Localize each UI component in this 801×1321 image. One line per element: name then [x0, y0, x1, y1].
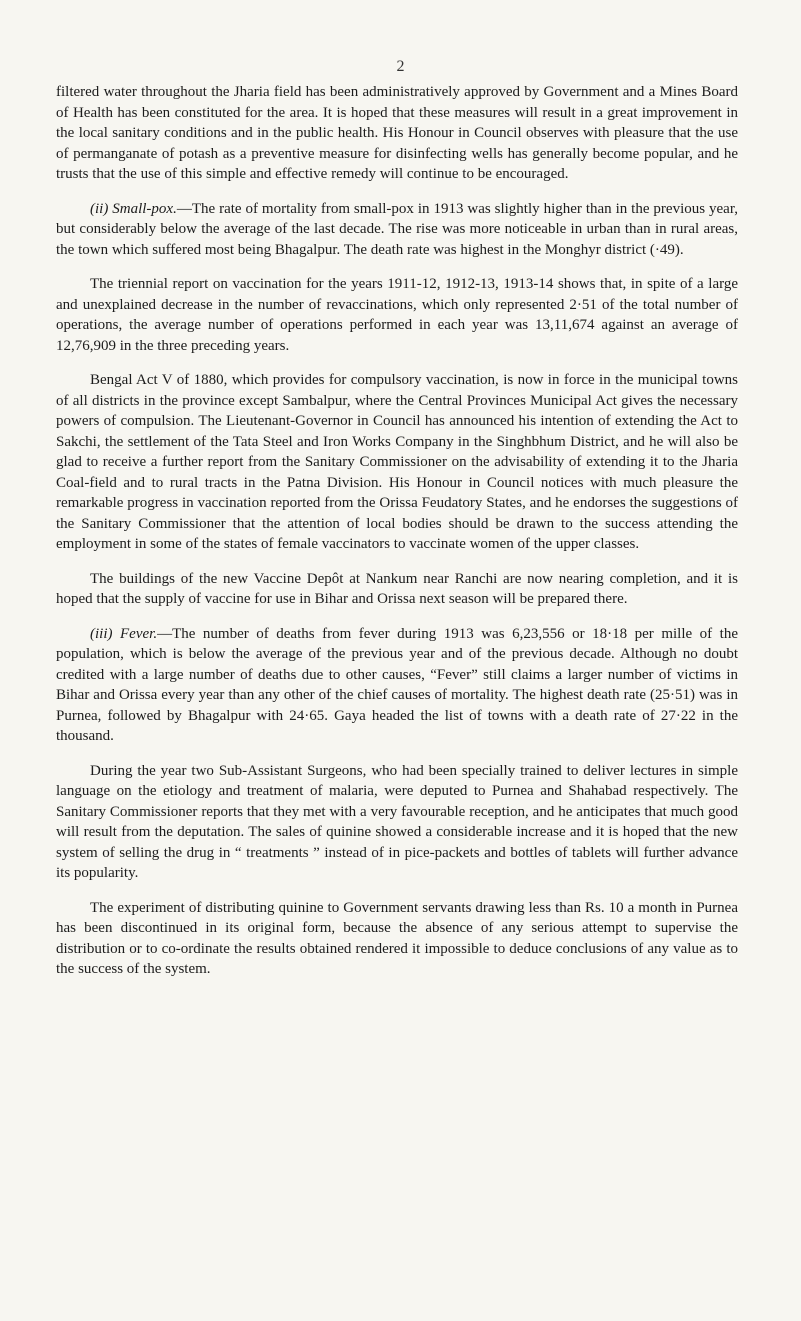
paragraph-small-pox [56, 199, 738, 261]
section-label-fever: (iii) Fever. [90, 625, 158, 642]
document-body [56, 82, 738, 991]
paragraph-quinine-experiment [56, 898, 738, 980]
page-number: 2 [396, 58, 405, 75]
paragraph-filtered-water [56, 82, 738, 185]
paragraph-text: filtered water throughout the Jharia field has been administratively approved by Government and a Mines Board of Health has been constituted for the area. It is hoped that these measures will result in a great improvement in the local sanitary conditions and in the public health. His Honour in Council observes with pleasure that the use of permanganate of potash as a preventive measure for disinfecting wells has generally become popular, and he trusts that the use of this simple and effective remedy will continue to be encouraged. [56, 84, 738, 182]
paragraph-text: The buildings of the new Vaccine Depôt at Nankum near Ranchi are now nearing completion, and it is hoped that the supply of vaccine for use in Bihar and Orissa next season will be prepared there. [56, 570, 738, 607]
paragraph-text: The experiment of distributing quinine to Government servants drawing less than Rs. 10 a month in Purnea has been discontinued in its original form, because the absence of any serious attempt to supervise the distribution or to co-ordinate the results obtained rendered it impossible to deduce conclusions of any value as to the success of the system. [56, 899, 738, 977]
paragraph-malaria-lectures [56, 761, 738, 884]
paragraph-text: Bengal Act V of 1880, which provides for compulsory vaccination, is now in force in the municipal towns of all districts in the province except Sambalpur, where the Central Provinces Municipal Act gives the necessary powers of compulsion. The Lieutenant-Governor in Council has announced his intention of extending the Act to Sakchi, the settlement of the Tata Steel and Iron Works Company in the Singhbhum District, and he will also be glad to receive a further report from the Sanitary Commissioner on the advisability of extending it to the Jharia Coal-field and to rural tracts in the Patna Division. His Honour in Council notices with much pleasure the remarkable progress in vaccination reported from the Orissa Feudatory States, and he endorses the suggestions of the Sanitary Commissioner that the attention of local bodies should be drawn to the success attending the employment in some of the states of female vaccinators to vaccinate women of the upper classes. [56, 372, 738, 552]
paragraph-text: During the year two Sub-Assistant Surgeons, who had been specially trained to deliver lectures in simple language on the etiology and treatment of malaria, were deputed to Purnea and Shahabad respectively. The Sanitary Commissioner reports that they met with a very favourable reception, and he anticipates that much good will result from the deputation. The sales of quinine showed a considerable increase and it is hoped that the new system of selling the drug in “ treatments ” instead of in pice-packets and bottles of tablets will further advance its popularity. [56, 762, 738, 881]
paragraph-text: —The rate of mortality from small-pox in 1913 was slightly higher than in the previous year, but considerably below the average of the last decade. The rise was more noticeable in urban than in rural areas, the town which suffered most being Bhagalpur. The death rate was highest in the Monghyr district (·49). [56, 200, 738, 258]
section-label-small-pox: (ii) Small-pox. [90, 200, 177, 217]
paragraph-text: —The number of deaths from fever during 1913 was 6,23,556 or 18·18 per mille of the population, which is below the average of the previous year and of the previous decade. Although no doubt credited with a large number of deaths due to other causes, “Fever” still claims a larger number of victims in Bihar and Orissa every year than any other of the chief causes of mortality. The highest death rate (25·51) was in Purnea, followed by Bhagalpur with 24·65. Gaya headed the list of towns with a death rate of 27·22 in the thousand. [56, 625, 738, 744]
paragraph-fever [56, 624, 738, 747]
paragraph-text: The triennial report on vaccination for the years 1911-12, 1912-13, 1913-14 shows that, in spite of a large and unexplained decrease in the number of revaccinations, which only represented 2·51 of the total number of operations, the average number of operations performed in each year was 13,11,674 against an average of 12,76,909 in the three preceding years. [56, 276, 738, 354]
paragraph-vaccination-report [56, 274, 738, 356]
paragraph-vaccine-depot [56, 569, 738, 610]
paragraph-bengal-act [56, 370, 738, 555]
